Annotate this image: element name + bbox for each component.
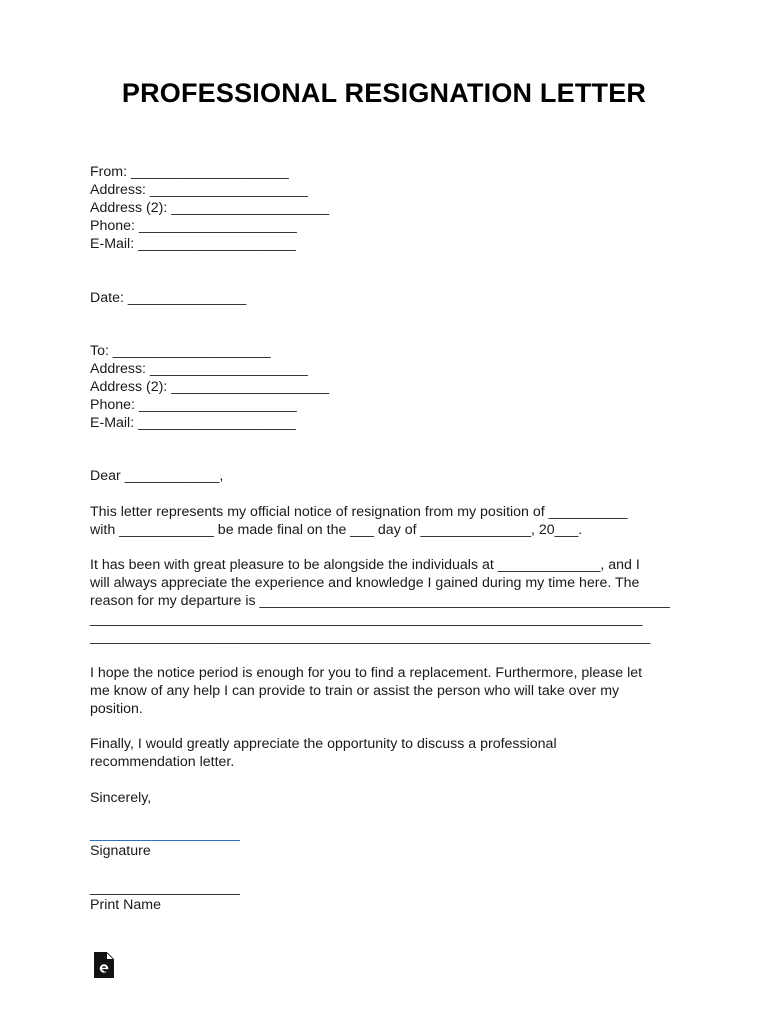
from-address-field: Address: ____________________	[90, 182, 308, 198]
to-email-field: E-Mail: ____________________	[90, 415, 296, 431]
date-block	[90, 289, 690, 307]
from-field: From: ____________________	[90, 164, 289, 180]
paragraph-recommendation	[90, 735, 680, 771]
print-name-line[interactable]: ___________________	[90, 880, 240, 896]
print-name-label: Print Name	[90, 897, 161, 913]
date-field: Date: _______________	[90, 290, 247, 306]
from-address2-field: Address (2): ____________________	[90, 200, 330, 216]
to-phone-field: Phone: ____________________	[90, 397, 297, 413]
paragraph-appreciation	[90, 556, 680, 646]
salutation: Dear ____________,	[90, 468, 224, 484]
paragraph-line: ______________________________________________________________________	[90, 611, 643, 627]
from-email-field: E-Mail: ____________________	[90, 236, 296, 252]
paragraph-line: recommendation letter.	[90, 754, 235, 770]
from-phone-field: Phone: ____________________	[90, 218, 297, 234]
to-address2-field: Address (2): ____________________	[90, 379, 330, 395]
salutation-block	[90, 467, 690, 485]
closing-block	[90, 789, 690, 807]
eforms-logo-icon	[94, 952, 114, 978]
from-block	[90, 163, 690, 253]
paragraph-line: position.	[90, 701, 143, 717]
signature-label: Signature	[90, 843, 151, 859]
paragraph-line: will always appreciate the experience and knowledge I gained during my time here. The	[90, 575, 640, 591]
paragraph-notice	[90, 503, 680, 539]
document-title: PROFESSIONAL RESIGNATION LETTER	[121, 78, 647, 108]
closing: Sincerely,	[90, 790, 152, 806]
paragraph-line: It has been with great pleasure to be alongside the individuals at _____________, and I	[90, 557, 640, 573]
paragraph-line: This letter represents my official notice of resignation from my position of __________	[90, 504, 628, 520]
paragraph-line: with ____________ be made final on the ___ day of ______________, 20___.	[90, 522, 583, 538]
paragraph-line: _______________________________________________________________________	[90, 629, 651, 645]
to-address-field: Address: ____________________	[90, 361, 308, 377]
to-block	[90, 342, 690, 432]
paragraph-line: Finally, I would greatly appreciate the opportunity to discuss a professional	[90, 736, 557, 752]
signature-line[interactable]: ___________________	[90, 826, 240, 842]
to-field: To: ____________________	[90, 343, 271, 359]
paragraph-notice-period	[90, 664, 680, 718]
paragraph-line: I hope the notice period is enough for you to find a replacement. Furthermore, please let	[90, 665, 643, 681]
paragraph-line: reason for my departure is ____________________________________________________	[90, 593, 670, 609]
paragraph-line: me know of any help I can provide to train or assist the person who will take over my	[90, 683, 620, 699]
